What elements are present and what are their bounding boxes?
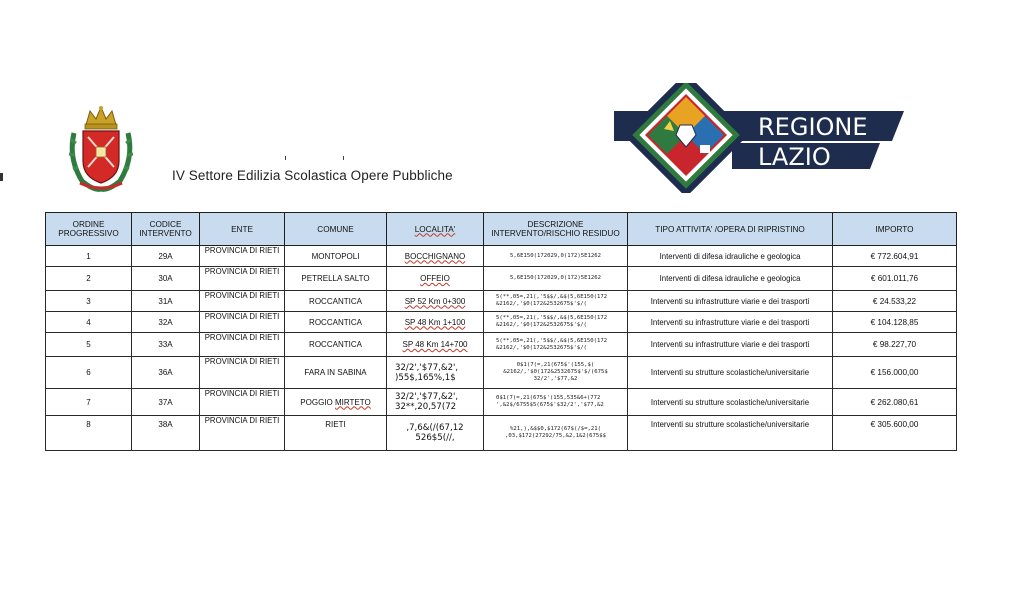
cell-comune: ROCCANTICA <box>285 333 387 357</box>
cell-localita: SP 48 Km 14+700 <box>387 333 484 357</box>
cell-importo: € 104.128,85 <box>833 312 957 333</box>
table-row <box>46 416 957 451</box>
cell-ordine: 1 <box>46 246 132 267</box>
cell-descrizione: 5(**,05=,21(,'5$$/,&$(5,6E150(172 &2162/,'$0(172&2532675$'$/( <box>484 291 628 312</box>
cell-tipo: Interventi di difesa idrauliche e geologica <box>628 267 833 291</box>
cell-descrizione: 0$1(7(=,21(675$'(155,$( &2162/,'$0(172&2532675$'$/(675$ 32/2','$77,&2 <box>484 357 628 389</box>
cell-ente: PROVINCIA DI RIETI <box>200 312 285 333</box>
department-title: IV Settore Edilizia Scolastica Opere Pubbliche <box>172 168 453 183</box>
cell-ente: PROVINCIA DI RIETI <box>200 267 285 291</box>
cell-codice: 36A <box>132 357 200 389</box>
cell-tipo: Interventi di difesa idrauliche e geologica <box>628 246 833 267</box>
cell-ordine: 3 <box>46 291 132 312</box>
cell-ordine: 5 <box>46 333 132 357</box>
table-header-row <box>46 213 957 246</box>
cell-comune: POGGIO MIRTETO <box>285 389 387 416</box>
regione-lazio-logo <box>612 83 912 193</box>
left-edge-mark <box>0 173 3 181</box>
cell-codice: 29A <box>132 246 200 267</box>
cell-localita: 32/2','$77,&2', 32**,20,57(72 <box>387 389 484 416</box>
cell-comune: RIETI <box>285 416 387 451</box>
cell-comune: PETRELLA SALTO <box>285 267 387 291</box>
cell-comune: MONTOPOLI <box>285 246 387 267</box>
cell-importo: € 601.011,76 <box>833 267 957 291</box>
cell-tipo: Interventi su infrastrutture viarie e dei trasporti <box>628 291 833 312</box>
svg-text:LAZIO: LAZIO <box>758 143 831 171</box>
cell-ordine: 8 <box>46 416 132 451</box>
col-header-descrizione: DESCRIZIONE INTERVENTO/RISCHIO RESIDUO <box>484 213 628 246</box>
cell-ente: PROVINCIA DI RIETI <box>200 333 285 357</box>
table-row <box>46 267 957 291</box>
interventions-table <box>45 212 957 451</box>
cell-comune: ROCCANTICA <box>285 291 387 312</box>
cell-ente: PROVINCIA DI RIETI <box>200 246 285 267</box>
cell-descrizione: 5(**,05=,21(,'5$$/,&$(5,6E150(172 &2162/,'$0(172&2532675$'$/( <box>484 333 628 357</box>
cell-localita: ,7,6&(/(67,12 526$5(//, <box>387 416 484 451</box>
cell-ente: PROVINCIA DI RIETI <box>200 357 285 389</box>
col-header-ente: ENTE <box>200 213 285 246</box>
table-row <box>46 333 957 357</box>
svg-text:REGIONE: REGIONE <box>758 113 868 141</box>
cell-importo: € 98.227,70 <box>833 333 957 357</box>
table-row <box>46 389 957 416</box>
cell-codice: 30A <box>132 267 200 291</box>
col-header-tipo: TIPO ATTIVITA' /OPERA DI RIPRISTINO <box>628 213 833 246</box>
table-row <box>46 291 957 312</box>
table-row <box>46 357 957 389</box>
cell-codice: 33A <box>132 333 200 357</box>
cell-localita: 32/2','$77,&2', )55$,165%,1$ <box>387 357 484 389</box>
cell-tipo: Interventi su infrastrutture viarie e dei trasporti <box>628 333 833 357</box>
col-header-codice: CODICE INTERVENTO <box>132 213 200 246</box>
cell-codice: 31A <box>132 291 200 312</box>
cell-localita: SP 52 Km 0+300 <box>387 291 484 312</box>
cell-importo: € 24.533,22 <box>833 291 957 312</box>
cell-importo: € 772.604,91 <box>833 246 957 267</box>
cell-descrizione: 5,6E150(172029,0(172)5E1262 <box>484 246 628 267</box>
cell-tipo: Interventi su strutture scolastiche/universitarie <box>628 416 833 451</box>
cell-localita: BOCCHIGNANO <box>387 246 484 267</box>
table-row <box>46 312 957 333</box>
cell-descrizione: 5,6E150(172029,0(172)5E1262 <box>484 267 628 291</box>
cell-ordine: 4 <box>46 312 132 333</box>
cell-localita: SP 48 Km 1+100 <box>387 312 484 333</box>
col-header-importo: IMPORTO <box>833 213 957 246</box>
cell-importo: € 305.600,00 <box>833 416 957 451</box>
cell-importo: € 156.000,00 <box>833 357 957 389</box>
cell-ente: PROVINCIA DI RIETI <box>200 389 285 416</box>
cell-comune: FARA IN SABINA <box>285 357 387 389</box>
cell-ente: PROVINCIA DI RIETI <box>200 291 285 312</box>
header-tick-marks <box>283 156 353 162</box>
cell-tipo: Interventi su strutture scolastiche/universitarie <box>628 357 833 389</box>
cell-codice: 32A <box>132 312 200 333</box>
cell-ordine: 7 <box>46 389 132 416</box>
cell-ordine: 2 <box>46 267 132 291</box>
cell-localita: OFFEIO <box>387 267 484 291</box>
cell-codice: 37A <box>132 389 200 416</box>
col-header-localita: LOCALITA' <box>387 213 484 246</box>
table-row <box>46 246 957 267</box>
provincia-crest-logo <box>66 103 136 193</box>
col-header-comune: COMUNE <box>285 213 387 246</box>
cell-codice: 38A <box>132 416 200 451</box>
cell-ente: PROVINCIA DI RIETI <box>200 416 285 451</box>
cell-importo: € 262.080,61 <box>833 389 957 416</box>
cell-ordine: 6 <box>46 357 132 389</box>
cell-comune: ROCCANTICA <box>285 312 387 333</box>
cell-descrizione: 0$1(7(=,21(675$'(155,535&6+(772 ',&2$/6755$5(675$'$32/2','$77,&2 <box>484 389 628 416</box>
col-header-ordine: ORDINE PROGRESSIVO <box>46 213 132 246</box>
cell-descrizione: %21,),&$$0,$172(67$(/$=,21( ,03,$172(27292/75,&2,1&2(675$$ <box>484 416 628 451</box>
cell-tipo: Interventi su strutture scolastiche/universitarie <box>628 389 833 416</box>
cell-tipo: Interventi su infrastrutture viarie e dei trasporti <box>628 312 833 333</box>
cell-descrizione: 5(**,05=,21(,'5$$/,&$(5,6E150(172 &2162/,'$0(172&2532675$'$/( <box>484 312 628 333</box>
